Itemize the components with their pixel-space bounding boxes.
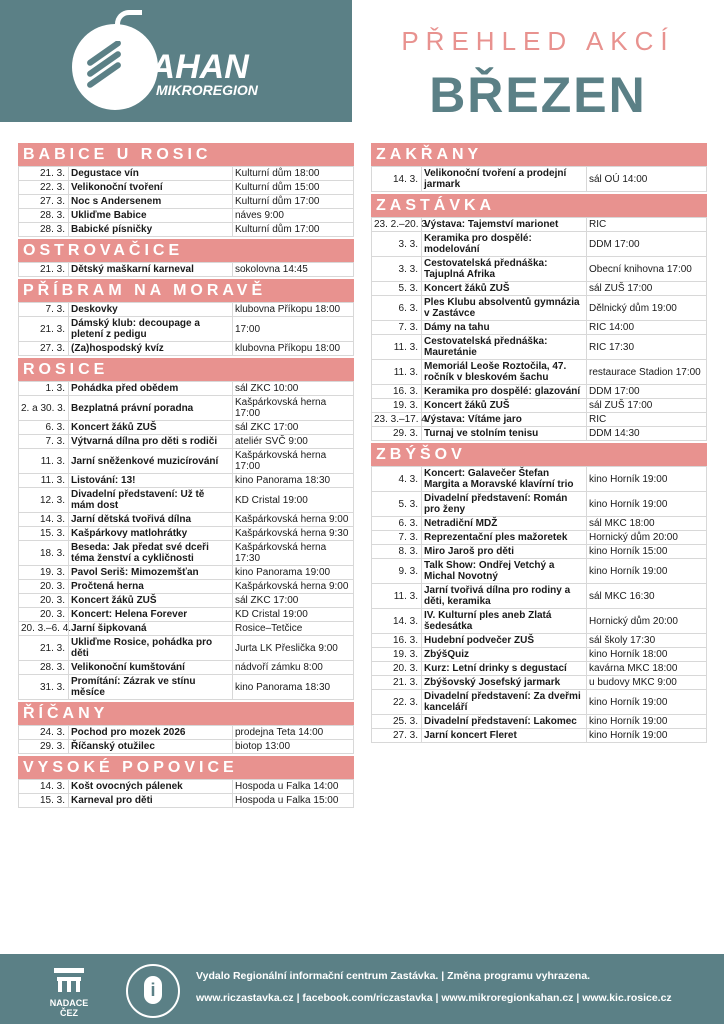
table-row xyxy=(19,527,354,541)
event-table xyxy=(18,725,354,754)
event-date: 6. 3. xyxy=(19,421,69,435)
event-name: Beseda: Jak předat své dceři téma ženství a cykličnosti xyxy=(69,541,233,566)
table-row xyxy=(372,399,707,413)
event-date: 6. 3. xyxy=(372,296,422,321)
event-table xyxy=(18,381,354,700)
event-name: Pavol Seriš: Mimozemšťan xyxy=(69,566,233,580)
table-row xyxy=(372,492,707,517)
cez-icon xyxy=(54,968,84,992)
event-date: 14. 3. xyxy=(372,609,422,634)
event-name: Degustace vín xyxy=(69,167,233,181)
event-date: 24. 3. xyxy=(19,726,69,740)
event-name: Dětský maškarní karneval xyxy=(69,263,233,277)
event-place: kino Panorama 18:30 xyxy=(233,675,354,700)
event-date: 20. 3.–6. 4. xyxy=(19,622,69,636)
event-date: 27. 3. xyxy=(19,342,69,356)
footer-publisher: Vydalo Regionální informační centrum Zastávka. | Změna programu vyhrazena. xyxy=(196,970,591,982)
event-name: IV. Kulturní ples aneb Zlatá šedesátka xyxy=(422,609,587,634)
event-place: prodejna Teta 14:00 xyxy=(233,726,354,740)
event-table xyxy=(371,166,707,192)
right-column xyxy=(371,141,707,743)
event-name: Babické písničky xyxy=(69,223,233,237)
event-place: biotop 13:00 xyxy=(233,740,354,754)
event-date: 4. 3. xyxy=(372,467,422,492)
event-place: Kašpárkovská herna 17:00 xyxy=(233,449,354,474)
table-row xyxy=(19,382,354,396)
event-date: 11. 3. xyxy=(372,335,422,360)
event-name: Košt ovocných pálenek xyxy=(69,780,233,794)
table-row xyxy=(372,584,707,609)
event-name: Koncert: Galavečer Štefan Margita a Moravské klavírní trio xyxy=(422,467,587,492)
event-name: Koncert žáků ZUŠ xyxy=(422,399,587,413)
event-place: DDM 14:30 xyxy=(587,427,707,441)
footer-links[interactable]: www.riczastavka.cz | facebook.com/riczastavka | www.mikroregionkahan.cz | www.kic.rosice.cz xyxy=(196,992,672,1004)
table-row xyxy=(19,181,354,195)
section-heading: ZASTÁVKA xyxy=(371,194,707,217)
nadace-cez-logo xyxy=(44,968,94,1018)
event-date: 21. 3. xyxy=(19,636,69,661)
table-row xyxy=(372,531,707,545)
logo-stripes-icon xyxy=(84,50,124,90)
event-date: 5. 3. xyxy=(372,282,422,296)
table-row xyxy=(19,317,354,342)
event-date: 21. 3. xyxy=(372,676,422,690)
event-name: Jarní dětská tvořivá dílna xyxy=(69,513,233,527)
event-table xyxy=(18,302,354,356)
event-name: Promítání: Zázrak ve stínu měsíce xyxy=(69,675,233,700)
event-name: Jarní šipkovaná xyxy=(69,622,233,636)
event-date: 14. 3. xyxy=(19,780,69,794)
table-row xyxy=(372,282,707,296)
section-heading: BABICE U ROSIC xyxy=(18,143,354,166)
event-date: 3. 3. xyxy=(372,257,422,282)
section-heading: ŘÍČANY xyxy=(18,702,354,725)
table-row xyxy=(19,421,354,435)
event-place: DDM 17:00 xyxy=(587,385,707,399)
event-place: RIC 17:30 xyxy=(587,335,707,360)
event-name: Bezplatná právní poradna xyxy=(69,396,233,421)
event-place: sál ZUŠ 17:00 xyxy=(587,282,707,296)
table-row xyxy=(372,385,707,399)
event-date: 23. 2.–20. 3. xyxy=(372,218,422,232)
page-title: PŘEHLED AKCÍ xyxy=(401,26,675,56)
table-row xyxy=(19,726,354,740)
event-name: Pochod pro mozek 2026 xyxy=(69,726,233,740)
event-date: 19. 3. xyxy=(372,648,422,662)
event-place: sál ZKC 10:00 xyxy=(233,382,354,396)
section-heading: ZAKŘANY xyxy=(371,143,707,166)
event-name: Výtvarná dílna pro děti s rodiči xyxy=(69,435,233,449)
event-date: 20. 3. xyxy=(19,580,69,594)
event-name: Talk Show: Ondřej Vetchý a Michal Novotný xyxy=(422,559,587,584)
event-name: Koncert žáků ZUŠ xyxy=(69,421,233,435)
event-name: Výstava: Tajemství marionet xyxy=(422,218,587,232)
event-place: RIC 14:00 xyxy=(587,321,707,335)
event-name: Pročtená herna xyxy=(69,580,233,594)
table-row xyxy=(372,559,707,584)
info-icon: i xyxy=(144,976,162,1004)
event-name: Ukliďme Rosice, pohádka pro děti xyxy=(69,636,233,661)
event-name: Miro Jaroš pro děti xyxy=(422,545,587,559)
table-row xyxy=(372,296,707,321)
event-date: 16. 3. xyxy=(372,634,422,648)
table-row xyxy=(19,608,354,622)
event-table xyxy=(18,262,354,277)
event-place: kino Panorama 19:00 xyxy=(233,566,354,580)
event-place: sál ZKC 17:00 xyxy=(233,594,354,608)
event-date: 21. 3. xyxy=(19,167,69,181)
event-name: Netradiční MDŽ xyxy=(422,517,587,531)
table-row xyxy=(372,467,707,492)
event-date: 27. 3. xyxy=(19,195,69,209)
section-heading: VYSOKÉ POPOVICE xyxy=(18,756,354,779)
table-row xyxy=(372,427,707,441)
event-name: ZbýšQuiz xyxy=(422,648,587,662)
event-date: 19. 3. xyxy=(19,566,69,580)
event-place: sál ZKC 17:00 xyxy=(233,421,354,435)
event-name: Zbýšovský Josefský jarmark xyxy=(422,676,587,690)
table-row xyxy=(19,342,354,356)
table-row xyxy=(19,794,354,808)
table-row xyxy=(19,223,354,237)
event-date: 20. 3. xyxy=(19,594,69,608)
page-footer xyxy=(0,954,724,1024)
event-place: klubovna Příkopu 18:00 xyxy=(233,342,354,356)
table-row xyxy=(19,303,354,317)
event-date: 28. 3. xyxy=(19,223,69,237)
event-name: Pohádka před obědem xyxy=(69,382,233,396)
table-row xyxy=(372,609,707,634)
cez-label: NADACE ČEZ xyxy=(49,998,89,1018)
event-place: RIC xyxy=(587,413,707,427)
event-place: Obecní knihovna 17:00 xyxy=(587,257,707,282)
event-date: 14. 3. xyxy=(19,513,69,527)
event-place: sál OÚ 14:00 xyxy=(587,167,707,192)
event-name: Koncert: Helena Forever xyxy=(69,608,233,622)
event-place: 17:00 xyxy=(233,317,354,342)
event-name: Divadelní představení: Za dveřmi kanceláří xyxy=(422,690,587,715)
event-date: 7. 3. xyxy=(19,435,69,449)
table-row xyxy=(19,675,354,700)
event-date: 7. 3. xyxy=(19,303,69,317)
event-place: kino Horník 19:00 xyxy=(587,715,707,729)
event-name: Dámský klub: decoupage a pletení z pedigu xyxy=(69,317,233,342)
kahan-logo-panel xyxy=(0,0,352,122)
table-row xyxy=(372,517,707,531)
table-row xyxy=(19,396,354,421)
event-date: 11. 3. xyxy=(372,584,422,609)
event-date: 28. 3. xyxy=(19,661,69,675)
event-name: Velikonoční tvoření xyxy=(69,181,233,195)
logo-subtext: MIKROREGION xyxy=(156,82,258,98)
table-row xyxy=(372,413,707,427)
logo-text: KAHAN xyxy=(126,48,249,86)
table-row xyxy=(19,449,354,474)
table-row xyxy=(372,715,707,729)
event-name: Kašpárkovy matlohrátky xyxy=(69,527,233,541)
event-date: 11. 3. xyxy=(372,360,422,385)
event-name: Cestovatelská přednáška: Tajuplná Afrika xyxy=(422,257,587,282)
event-name: Divadelní představení: Román pro ženy xyxy=(422,492,587,517)
table-row xyxy=(19,594,354,608)
event-place: Hornický dům 20:00 xyxy=(587,609,707,634)
event-date: 28. 3. xyxy=(19,209,69,223)
event-name: Ples Klubu absolventů gymnázia v Zastávce xyxy=(422,296,587,321)
event-name: Karneval pro děti xyxy=(69,794,233,808)
table-row xyxy=(19,541,354,566)
event-place: kino Horník 19:00 xyxy=(587,492,707,517)
event-date: 15. 3. xyxy=(19,527,69,541)
event-name: Keramika pro dospělé: glazování xyxy=(422,385,587,399)
event-name: Turnaj ve stolním tenisu xyxy=(422,427,587,441)
event-place: sál MKC 18:00 xyxy=(587,517,707,531)
event-name: Memoriál Leoše Roztočila, 47. ročník v bleskovém šachu xyxy=(422,360,587,385)
event-date: 14. 3. xyxy=(372,167,422,192)
event-place: Dělnický dům 19:00 xyxy=(587,296,707,321)
section-heading: ZBÝŠOV xyxy=(371,443,707,466)
event-place: nádvoří zámku 8:00 xyxy=(233,661,354,675)
event-date: 15. 3. xyxy=(19,794,69,808)
event-date: 11. 3. xyxy=(19,474,69,488)
month-title: BŘEZEN xyxy=(429,67,647,123)
event-date: 16. 3. xyxy=(372,385,422,399)
table-row xyxy=(372,634,707,648)
event-date: 23. 3.–17. 4. xyxy=(372,413,422,427)
table-row xyxy=(372,321,707,335)
table-row xyxy=(372,167,707,192)
event-date: 11. 3. xyxy=(19,449,69,474)
event-name: (Za)hospodský kvíz xyxy=(69,342,233,356)
event-table xyxy=(371,217,707,441)
ric-logo xyxy=(126,964,180,1018)
left-column xyxy=(18,141,354,808)
event-name: Velikonoční kumštování xyxy=(69,661,233,675)
table-row xyxy=(372,335,707,360)
table-row xyxy=(372,690,707,715)
table-row xyxy=(19,435,354,449)
event-name: Keramika pro dospělé: modelování xyxy=(422,232,587,257)
table-row xyxy=(372,360,707,385)
event-place: Kašpárkovská herna 9:00 xyxy=(233,513,354,527)
event-place: kino Horník 18:00 xyxy=(587,648,707,662)
event-date: 5. 3. xyxy=(372,492,422,517)
event-place: Kašpárkovská herna 9:00 xyxy=(233,580,354,594)
event-date: 12. 3. xyxy=(19,488,69,513)
event-place: kino Panorama 18:30 xyxy=(233,474,354,488)
table-row xyxy=(19,195,354,209)
event-date: 8. 3. xyxy=(372,545,422,559)
event-date: 27. 3. xyxy=(372,729,422,743)
event-place: Hospoda u Falka 15:00 xyxy=(233,794,354,808)
event-name: Výstava: Vítáme jaro xyxy=(422,413,587,427)
event-name: Reprezentační ples mažoretek xyxy=(422,531,587,545)
event-place: Kašpárkovská herna 17:00 xyxy=(233,396,354,421)
event-date: 3. 3. xyxy=(372,232,422,257)
table-row xyxy=(372,232,707,257)
table-row xyxy=(19,263,354,277)
event-place: u budovy MKC 9:00 xyxy=(587,676,707,690)
table-row xyxy=(19,488,354,513)
table-row xyxy=(19,474,354,488)
event-place: kino Horník 19:00 xyxy=(587,559,707,584)
table-row xyxy=(372,218,707,232)
event-name: Koncert žáků ZUŠ xyxy=(422,282,587,296)
section-heading: PŘÍBRAM NA MORAVĚ xyxy=(18,279,354,302)
event-name: Velikonoční tvoření a prodejní jarmark xyxy=(422,167,587,192)
table-row xyxy=(372,729,707,743)
event-place: Kulturní dům 17:00 xyxy=(233,223,354,237)
table-row xyxy=(19,209,354,223)
event-date: 1. 3. xyxy=(19,382,69,396)
table-row xyxy=(19,513,354,527)
event-place: kino Horník 15:00 xyxy=(587,545,707,559)
table-row xyxy=(372,662,707,676)
event-date: 2. a 30. 3. xyxy=(19,396,69,421)
table-row xyxy=(19,622,354,636)
event-place: kavárna MKC 18:00 xyxy=(587,662,707,676)
event-name: Cestovatelská přednáška: Mauretánie xyxy=(422,335,587,360)
event-date: 20. 3. xyxy=(19,608,69,622)
table-row xyxy=(19,740,354,754)
event-table xyxy=(18,779,354,808)
section-heading: OSTROVAČICE xyxy=(18,239,354,262)
section-heading: ROSICE xyxy=(18,358,354,381)
event-date: 21. 3. xyxy=(19,317,69,342)
table-row xyxy=(19,780,354,794)
event-place: náves 9:00 xyxy=(233,209,354,223)
event-place: Kulturní dům 18:00 xyxy=(233,167,354,181)
event-name: Kurz: Letní drinky s degustací xyxy=(422,662,587,676)
event-name: Jarní tvořivá dílna pro rodiny a děti, keramika xyxy=(422,584,587,609)
logo-hook-icon xyxy=(115,10,142,41)
event-name: Hudební podvečer ZUŠ xyxy=(422,634,587,648)
event-place: sál MKC 16:30 xyxy=(587,584,707,609)
event-date: 21. 3. xyxy=(19,263,69,277)
table-row xyxy=(372,648,707,662)
event-place: restaurace Stadion 17:00 xyxy=(587,360,707,385)
table-row xyxy=(372,676,707,690)
event-name: Jarní sněženkové muzicírování xyxy=(69,449,233,474)
event-name: Dámy na tahu xyxy=(422,321,587,335)
event-name: Deskovky xyxy=(69,303,233,317)
event-place: RIC xyxy=(587,218,707,232)
event-name: Koncert žáků ZUŠ xyxy=(69,594,233,608)
event-name: Listování: 13! xyxy=(69,474,233,488)
page-header xyxy=(0,0,724,122)
table-row xyxy=(19,661,354,675)
event-place: KD Cristal 19:00 xyxy=(233,488,354,513)
table-row xyxy=(19,636,354,661)
event-date: 29. 3. xyxy=(19,740,69,754)
event-place: kino Horník 19:00 xyxy=(587,690,707,715)
event-date: 18. 3. xyxy=(19,541,69,566)
event-place: kino Horník 19:00 xyxy=(587,729,707,743)
event-place: Kašpárkovská herna 9:30 xyxy=(233,527,354,541)
event-place: Kulturní dům 17:00 xyxy=(233,195,354,209)
table-row xyxy=(19,167,354,181)
event-date: 20. 3. xyxy=(372,662,422,676)
event-name: Noc s Andersenem xyxy=(69,195,233,209)
event-name: Divadelní představení: Už tě mám dost xyxy=(69,488,233,513)
event-place: Rosice–Tetčice xyxy=(233,622,354,636)
event-place: KD Cristal 19:00 xyxy=(233,608,354,622)
event-place: Kašpárkovská herna 17:30 xyxy=(233,541,354,566)
event-place: Hospoda u Falka 14:00 xyxy=(233,780,354,794)
event-date: 6. 3. xyxy=(372,517,422,531)
event-place: kino Horník 19:00 xyxy=(587,467,707,492)
table-row xyxy=(19,580,354,594)
event-name: Jarní koncert Fleret xyxy=(422,729,587,743)
event-place: Hornický dům 20:00 xyxy=(587,531,707,545)
event-date: 22. 3. xyxy=(19,181,69,195)
event-name: Říčanský otužilec xyxy=(69,740,233,754)
table-row xyxy=(372,257,707,282)
event-table xyxy=(371,466,707,743)
event-date: 7. 3. xyxy=(372,321,422,335)
event-date: 9. 3. xyxy=(372,559,422,584)
event-date: 25. 3. xyxy=(372,715,422,729)
event-place: Jurta LK Přeslička 9:00 xyxy=(233,636,354,661)
event-name: Ukliďme Babice xyxy=(69,209,233,223)
event-date: 29. 3. xyxy=(372,427,422,441)
table-row xyxy=(19,566,354,580)
event-date: 22. 3. xyxy=(372,690,422,715)
event-place: ateliér SVČ 9:00 xyxy=(233,435,354,449)
event-place: sál ZUŠ 17:00 xyxy=(587,399,707,413)
event-place: sokolovna 14:45 xyxy=(233,263,354,277)
event-name: Divadelní představení: Lakomec xyxy=(422,715,587,729)
event-date: 19. 3. xyxy=(372,399,422,413)
event-place: sál školy 17:30 xyxy=(587,634,707,648)
event-table xyxy=(18,166,354,237)
table-row xyxy=(372,545,707,559)
event-date: 7. 3. xyxy=(372,531,422,545)
event-date: 31. 3. xyxy=(19,675,69,700)
event-place: klubovna Příkopu 18:00 xyxy=(233,303,354,317)
event-place: Kulturní dům 15:00 xyxy=(233,181,354,195)
event-place: DDM 17:00 xyxy=(587,232,707,257)
